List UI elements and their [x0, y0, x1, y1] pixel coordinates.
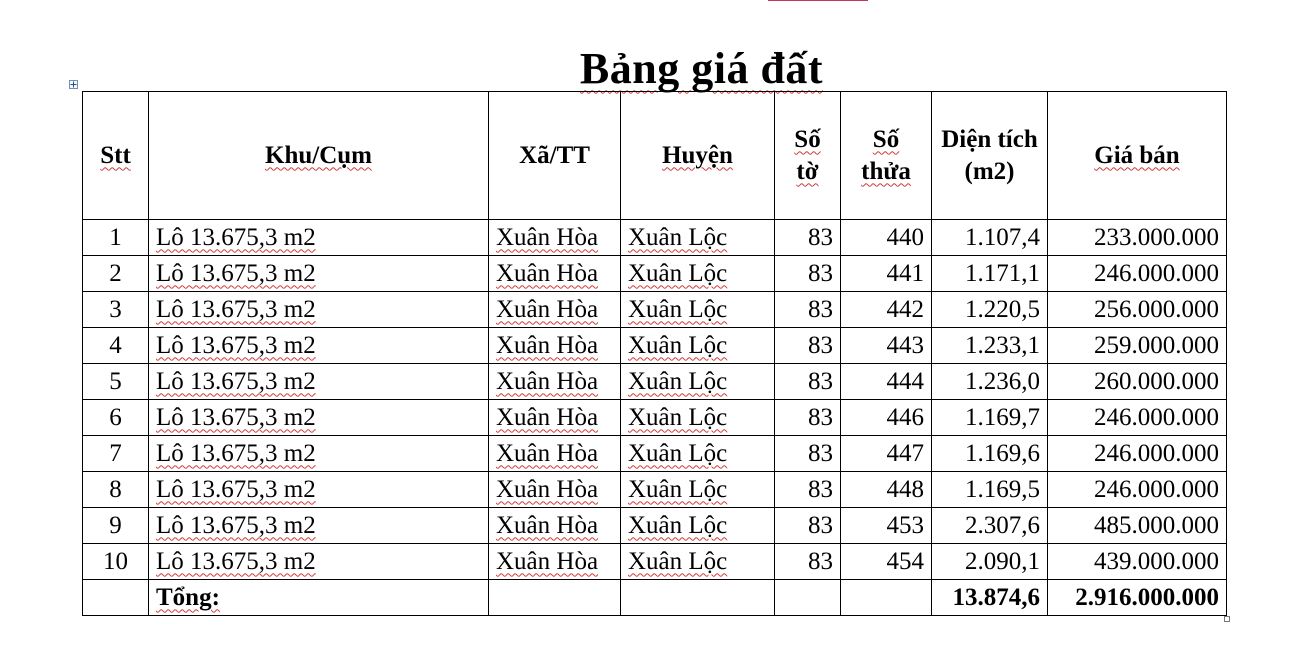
land-price-table — [82, 91, 1227, 616]
header-huyen: Huyện — [621, 92, 775, 220]
cell-xa-tt: Xuân Hòa — [489, 472, 621, 508]
cell-so-to: 83 — [775, 436, 841, 472]
header-so-to: Số tờ — [775, 92, 841, 220]
cell-xa-tt: Xuân Hòa — [489, 436, 621, 472]
total-cell-stt — [83, 580, 149, 616]
cell-khu-cum: Lô 13.675,3 m2 — [149, 400, 489, 436]
cell-so-to: 83 — [775, 220, 841, 256]
header-dien-tich: Diện tích (m2) — [932, 92, 1048, 220]
cell-xa-tt: Xuân Hòa — [489, 400, 621, 436]
cell-gia-ban: 485.000.000 — [1048, 508, 1227, 544]
header-khu-cum: Khu/Cụm — [149, 92, 489, 220]
cell-huyen: Xuân Lộc — [621, 544, 775, 580]
cell-xa-tt: Xuân Hòa — [489, 328, 621, 364]
cell-khu-cum: Lô 13.675,3 m2 — [149, 220, 489, 256]
cell-dien-tich: 1.107,4 — [932, 220, 1048, 256]
cell-khu-cum: Lô 13.675,3 m2 — [149, 508, 489, 544]
table-row — [83, 292, 1227, 328]
cell-huyen: Xuân Lộc — [621, 292, 775, 328]
cell-gia-ban: 233.000.000 — [1048, 220, 1227, 256]
header-xa-tt: Xã/TT — [489, 92, 621, 220]
total-gia-ban: 2.916.000.000 — [1048, 580, 1227, 616]
cell-dien-tich: 1.169,5 — [932, 472, 1048, 508]
cell-so-thua: 444 — [841, 364, 932, 400]
cell-dien-tich: 2.090,1 — [932, 544, 1048, 580]
cell-so-to: 83 — [775, 364, 841, 400]
cell-dien-tich: 1.169,6 — [932, 436, 1048, 472]
cell-huyen: Xuân Lộc — [621, 328, 775, 364]
table-move-handle-icon[interactable] — [69, 80, 78, 89]
cell-khu-cum: Lô 13.675,3 m2 — [149, 292, 489, 328]
total-dien-tich: 13.874,6 — [932, 580, 1048, 616]
cell-khu-cum: Lô 13.675,3 m2 — [149, 472, 489, 508]
cell-stt: 1 — [83, 220, 149, 256]
total-label: Tổng: — [149, 580, 489, 616]
cell-dien-tich: 1.220,5 — [932, 292, 1048, 328]
cell-so-thua: 441 — [841, 256, 932, 292]
cell-stt: 10 — [83, 544, 149, 580]
cell-dien-tich: 2.307,6 — [932, 508, 1048, 544]
total-cell-huyen — [621, 580, 775, 616]
cell-stt: 9 — [83, 508, 149, 544]
page-title: Bảng giá đất — [579, 44, 824, 94]
cell-gia-ban: 246.000.000 — [1048, 436, 1227, 472]
cell-dien-tich: 1.169,7 — [932, 400, 1048, 436]
table-row — [83, 328, 1227, 364]
total-cell-xa-tt — [489, 580, 621, 616]
cell-so-thua: 454 — [841, 544, 932, 580]
cell-so-to: 83 — [775, 292, 841, 328]
header-gia-ban: Giá bán — [1048, 92, 1227, 220]
cell-gia-ban: 246.000.000 — [1048, 400, 1227, 436]
cell-so-to: 83 — [775, 508, 841, 544]
cell-stt: 6 — [83, 400, 149, 436]
cell-huyen: Xuân Lộc — [621, 472, 775, 508]
cell-huyen: Xuân Lộc — [621, 220, 775, 256]
cell-gia-ban: 439.000.000 — [1048, 544, 1227, 580]
cell-huyen: Xuân Lộc — [621, 436, 775, 472]
cell-gia-ban: 256.000.000 — [1048, 292, 1227, 328]
cell-stt: 7 — [83, 436, 149, 472]
total-cell-so-to — [775, 580, 841, 616]
cell-so-to: 83 — [775, 328, 841, 364]
table-row — [83, 436, 1227, 472]
total-row — [83, 580, 1227, 616]
header-stt: Stt — [83, 92, 149, 220]
cell-so-to: 83 — [775, 400, 841, 436]
cell-gia-ban: 259.000.000 — [1048, 328, 1227, 364]
cell-stt: 2 — [83, 256, 149, 292]
cell-so-thua: 440 — [841, 220, 932, 256]
cell-khu-cum: Lô 13.675,3 m2 — [149, 256, 489, 292]
cell-khu-cum: Lô 13.675,3 m2 — [149, 328, 489, 364]
cell-khu-cum: Lô 13.675,3 m2 — [149, 544, 489, 580]
cell-stt: 5 — [83, 364, 149, 400]
cell-xa-tt: Xuân Hòa — [489, 220, 621, 256]
cell-khu-cum: Lô 13.675,3 m2 — [149, 436, 489, 472]
table-body — [83, 220, 1227, 616]
cell-huyen: Xuân Lộc — [621, 256, 775, 292]
cell-so-thua: 448 — [841, 472, 932, 508]
table-row — [83, 508, 1227, 544]
cell-gia-ban: 246.000.000 — [1048, 256, 1227, 292]
cell-gia-ban: 246.000.000 — [1048, 472, 1227, 508]
cell-khu-cum: Lô 13.675,3 m2 — [149, 364, 489, 400]
table-row — [83, 472, 1227, 508]
cell-gia-ban: 260.000.000 — [1048, 364, 1227, 400]
table-row — [83, 220, 1227, 256]
cell-so-thua: 453 — [841, 508, 932, 544]
cell-xa-tt: Xuân Hòa — [489, 292, 621, 328]
cell-so-thua: 443 — [841, 328, 932, 364]
cell-huyen: Xuân Lộc — [621, 508, 775, 544]
cell-dien-tich: 1.233,1 — [932, 328, 1048, 364]
cell-so-thua: 446 — [841, 400, 932, 436]
cell-huyen: Xuân Lộc — [621, 400, 775, 436]
table-row — [83, 544, 1227, 580]
cell-xa-tt: Xuân Hòa — [489, 364, 621, 400]
cell-so-to: 83 — [775, 256, 841, 292]
cell-so-thua: 447 — [841, 436, 932, 472]
cell-dien-tich: 1.236,0 — [932, 364, 1048, 400]
total-cell-so-thua — [841, 580, 932, 616]
cell-huyen: Xuân Lộc — [621, 364, 775, 400]
cell-dien-tich: 1.171,1 — [932, 256, 1048, 292]
header-so-thua: Số thửa — [841, 92, 932, 220]
table-row — [83, 256, 1227, 292]
cell-stt: 4 — [83, 328, 149, 364]
cell-so-to: 83 — [775, 472, 841, 508]
cell-stt: 3 — [83, 292, 149, 328]
cell-so-thua: 442 — [841, 292, 932, 328]
cell-stt: 8 — [83, 472, 149, 508]
cell-xa-tt: Xuân Hòa — [489, 508, 621, 544]
table-header-row — [83, 92, 1227, 220]
table-resize-handle-icon[interactable] — [1224, 616, 1230, 622]
decorative-top-mark — [768, 0, 868, 1]
cell-xa-tt: Xuân Hòa — [489, 544, 621, 580]
cell-xa-tt: Xuân Hòa — [489, 256, 621, 292]
table-row — [83, 400, 1227, 436]
table-row — [83, 364, 1227, 400]
cell-so-to: 83 — [775, 544, 841, 580]
